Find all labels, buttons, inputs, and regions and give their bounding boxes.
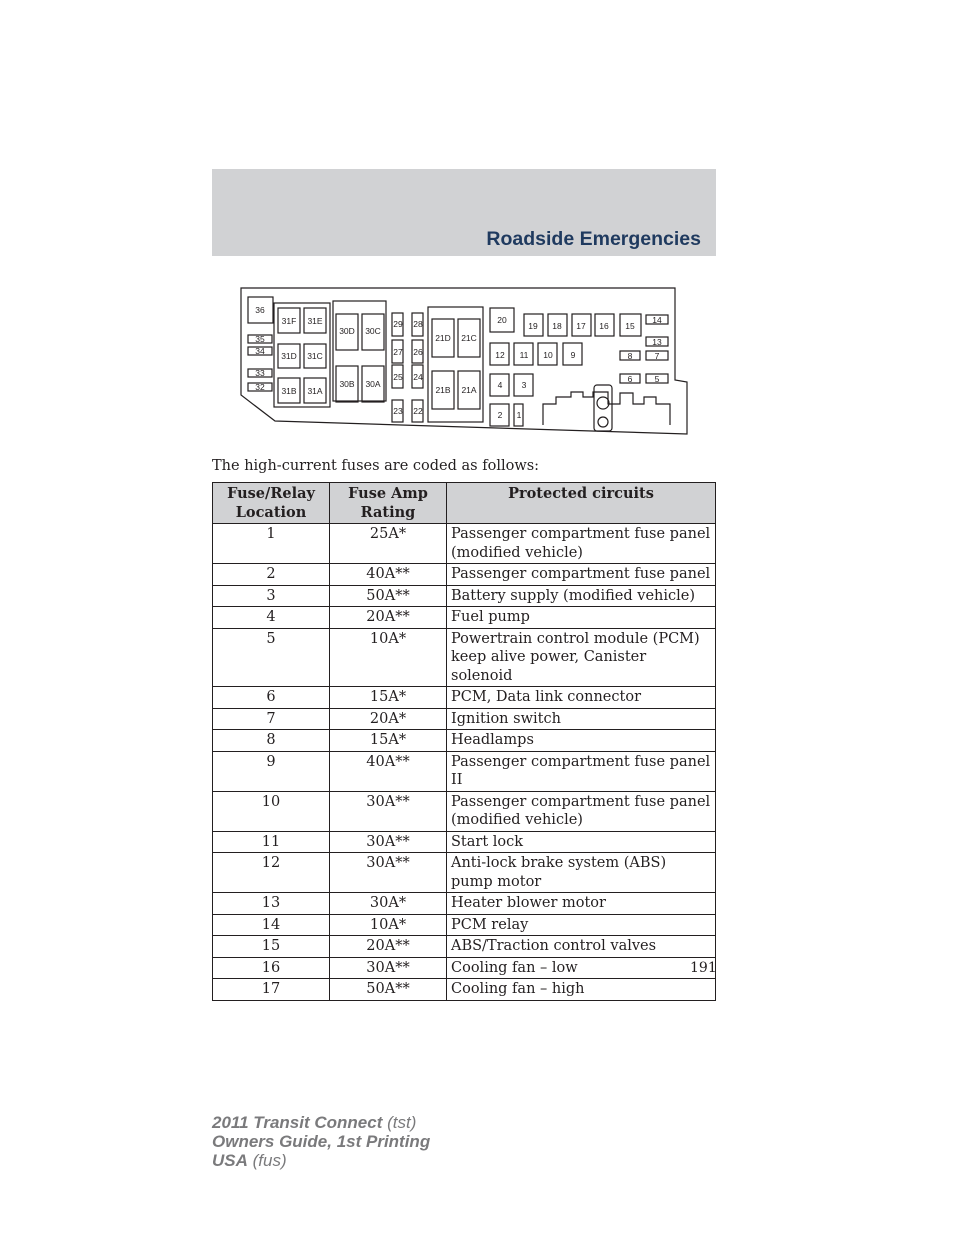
cell-location: 15 <box>213 936 330 958</box>
diagram-label: 10 <box>543 350 553 360</box>
fuse-box-diagram <box>238 284 690 438</box>
cell-circuits: PCM, Data link connector <box>447 687 716 709</box>
fuse-box-svg <box>238 284 690 438</box>
diagram-label: 36 <box>255 305 265 315</box>
footer-line-2 <box>212 1132 430 1151</box>
cell-circuits: Headlamps <box>447 730 716 752</box>
diagram-label: 18 <box>552 321 562 331</box>
table-row <box>213 893 716 915</box>
header-rating: Fuse Amp Rating <box>330 483 447 524</box>
diagram-label: 30A <box>365 379 381 389</box>
cell-rating: 30A** <box>330 831 447 853</box>
cell-rating: 40A** <box>330 751 447 791</box>
cell-circuits: Cooling fan – low <box>447 957 716 979</box>
table-row <box>213 607 716 629</box>
diagram-label: 16 <box>599 321 609 331</box>
cell-circuits: PCM relay <box>447 914 716 936</box>
cell-circuits: Heater blower motor <box>447 893 716 915</box>
table-header-row <box>213 483 716 524</box>
diagram-label: 21A <box>461 385 477 395</box>
table-row <box>213 979 716 1001</box>
diagram-label: 2 <box>497 410 503 420</box>
footer-line-3 <box>212 1151 430 1170</box>
diagram-label: 1 <box>516 410 522 420</box>
cell-location: 1 <box>213 524 330 564</box>
cell-location: 10 <box>213 791 330 831</box>
cell-location: 11 <box>213 831 330 853</box>
diagram-label: 12 <box>495 350 505 360</box>
diagram-label: 3 <box>521 380 527 390</box>
diagram-label: 19 <box>528 321 538 331</box>
footer-guide: Owners Guide, 1st Printing <box>212 1132 431 1151</box>
section-header-band <box>212 169 716 256</box>
cell-circuits: Passenger compartment fuse panel (modified vehicle) <box>447 524 716 564</box>
cell-location: 9 <box>213 751 330 791</box>
diagram-label: 33 <box>255 368 265 378</box>
diagram-label: 31E <box>307 316 323 326</box>
cell-circuits: Start lock <box>447 831 716 853</box>
diagram-label: 21C <box>461 333 477 343</box>
cell-location: 3 <box>213 585 330 607</box>
header-location: Fuse/Relay Location <box>213 483 330 524</box>
cell-location: 12 <box>213 853 330 893</box>
diagram-label: 9 <box>570 350 576 360</box>
cell-location: 6 <box>213 687 330 709</box>
diagram-label: 11 <box>519 350 529 360</box>
cell-circuits: Fuel pump <box>447 607 716 629</box>
cell-circuits: Powertrain control module (PCM) keep alive power, Canister solenoid <box>447 628 716 687</box>
diagram-label: 31C <box>307 351 323 361</box>
diagram-label: 21D <box>435 333 451 343</box>
header-circuits: Protected circuits <box>447 483 716 524</box>
table-row <box>213 708 716 730</box>
cell-location: 7 <box>213 708 330 730</box>
document-footer <box>212 1113 430 1170</box>
diagram-label: 25 <box>393 372 403 382</box>
cell-circuits: Passenger compartment fuse panel (modified vehicle) <box>447 791 716 831</box>
cell-location: 16 <box>213 957 330 979</box>
table-row <box>213 831 716 853</box>
cell-rating: 50A** <box>330 585 447 607</box>
diagram-label: 4 <box>497 380 503 390</box>
cell-circuits: Passenger compartment fuse panel <box>447 564 716 586</box>
diagram-label: 35 <box>255 334 265 344</box>
cell-circuits: Ignition switch <box>447 708 716 730</box>
footer-line-1 <box>212 1113 430 1132</box>
table-row <box>213 936 716 958</box>
diagram-label: 21B <box>435 385 451 395</box>
diagram-label: 31F <box>281 316 297 326</box>
diagram-label: 31A <box>307 386 323 396</box>
diagram-label: 15 <box>625 321 635 331</box>
diagram-label: 8 <box>627 351 633 361</box>
cell-circuits: Cooling fan – high <box>447 979 716 1001</box>
cell-location: 14 <box>213 914 330 936</box>
table-row <box>213 957 716 979</box>
footer-model: 2011 Transit Connect <box>212 1113 383 1132</box>
diagram-label: 30D <box>339 326 355 336</box>
diagram-label: 20 <box>497 315 507 325</box>
diagram-label: 29 <box>393 319 403 329</box>
cell-location: 17 <box>213 979 330 1001</box>
diagram-label: 22 <box>413 406 423 416</box>
cell-location: 4 <box>213 607 330 629</box>
table-row <box>213 687 716 709</box>
cell-rating: 15A* <box>330 730 447 752</box>
table-row <box>213 524 716 564</box>
cell-rating: 30A** <box>330 957 447 979</box>
diagram-label: 23 <box>393 406 403 416</box>
diagram-label: 31D <box>281 351 297 361</box>
diagram-label: 13 <box>652 337 662 347</box>
diagram-label: 30C <box>365 326 381 336</box>
table-row <box>213 730 716 752</box>
cell-rating: 20A** <box>330 607 447 629</box>
cell-rating: 30A** <box>330 853 447 893</box>
table-row <box>213 564 716 586</box>
cell-rating: 20A** <box>330 936 447 958</box>
table-row <box>213 628 716 687</box>
cell-circuits: ABS/Traction control valves <box>447 936 716 958</box>
diagram-label: 32 <box>255 382 265 392</box>
diagram-label: 17 <box>576 321 586 331</box>
footer-market-code: (fus) <box>247 1151 287 1170</box>
cell-location: 8 <box>213 730 330 752</box>
table-row <box>213 791 716 831</box>
cell-rating: 10A* <box>330 914 447 936</box>
cell-rating: 15A* <box>330 687 447 709</box>
table-row <box>213 751 716 791</box>
cell-rating: 10A* <box>330 628 447 687</box>
cell-location: 13 <box>213 893 330 915</box>
page-number: 191 <box>690 960 717 976</box>
cell-rating: 50A** <box>330 979 447 1001</box>
cell-circuits: Battery supply (modified vehicle) <box>447 585 716 607</box>
fuse-table <box>212 482 716 1001</box>
diagram-label: 24 <box>413 372 423 382</box>
table-row <box>213 585 716 607</box>
diagram-label: 30B <box>339 379 355 389</box>
cell-rating: 40A** <box>330 564 447 586</box>
table-row <box>213 914 716 936</box>
cell-circuits: Anti-lock brake system (ABS) pump motor <box>447 853 716 893</box>
table-row <box>213 853 716 893</box>
cell-rating: 30A** <box>330 791 447 831</box>
diagram-label: 27 <box>393 347 403 357</box>
cell-circuits: Passenger compartment fuse panel II <box>447 751 716 791</box>
footer-model-code: (tst) <box>382 1113 417 1132</box>
cell-location: 2 <box>213 564 330 586</box>
diagram-label: 5 <box>654 374 660 384</box>
cell-rating: 20A* <box>330 708 447 730</box>
diagram-label: 26 <box>413 347 423 357</box>
diagram-label: 7 <box>654 351 660 361</box>
cell-rating: 25A* <box>330 524 447 564</box>
diagram-label: 34 <box>255 346 265 356</box>
diagram-label: 28 <box>413 319 423 329</box>
diagram-label: 31B <box>281 386 297 396</box>
cell-rating: 30A* <box>330 893 447 915</box>
diagram-label: 14 <box>652 315 662 325</box>
section-title: Roadside Emergencies <box>486 228 701 250</box>
footer-market: USA <box>212 1151 248 1170</box>
cell-location: 5 <box>213 628 330 687</box>
intro-text: The high-current fuses are coded as follows: <box>212 458 540 474</box>
diagram-label: 6 <box>627 374 633 384</box>
